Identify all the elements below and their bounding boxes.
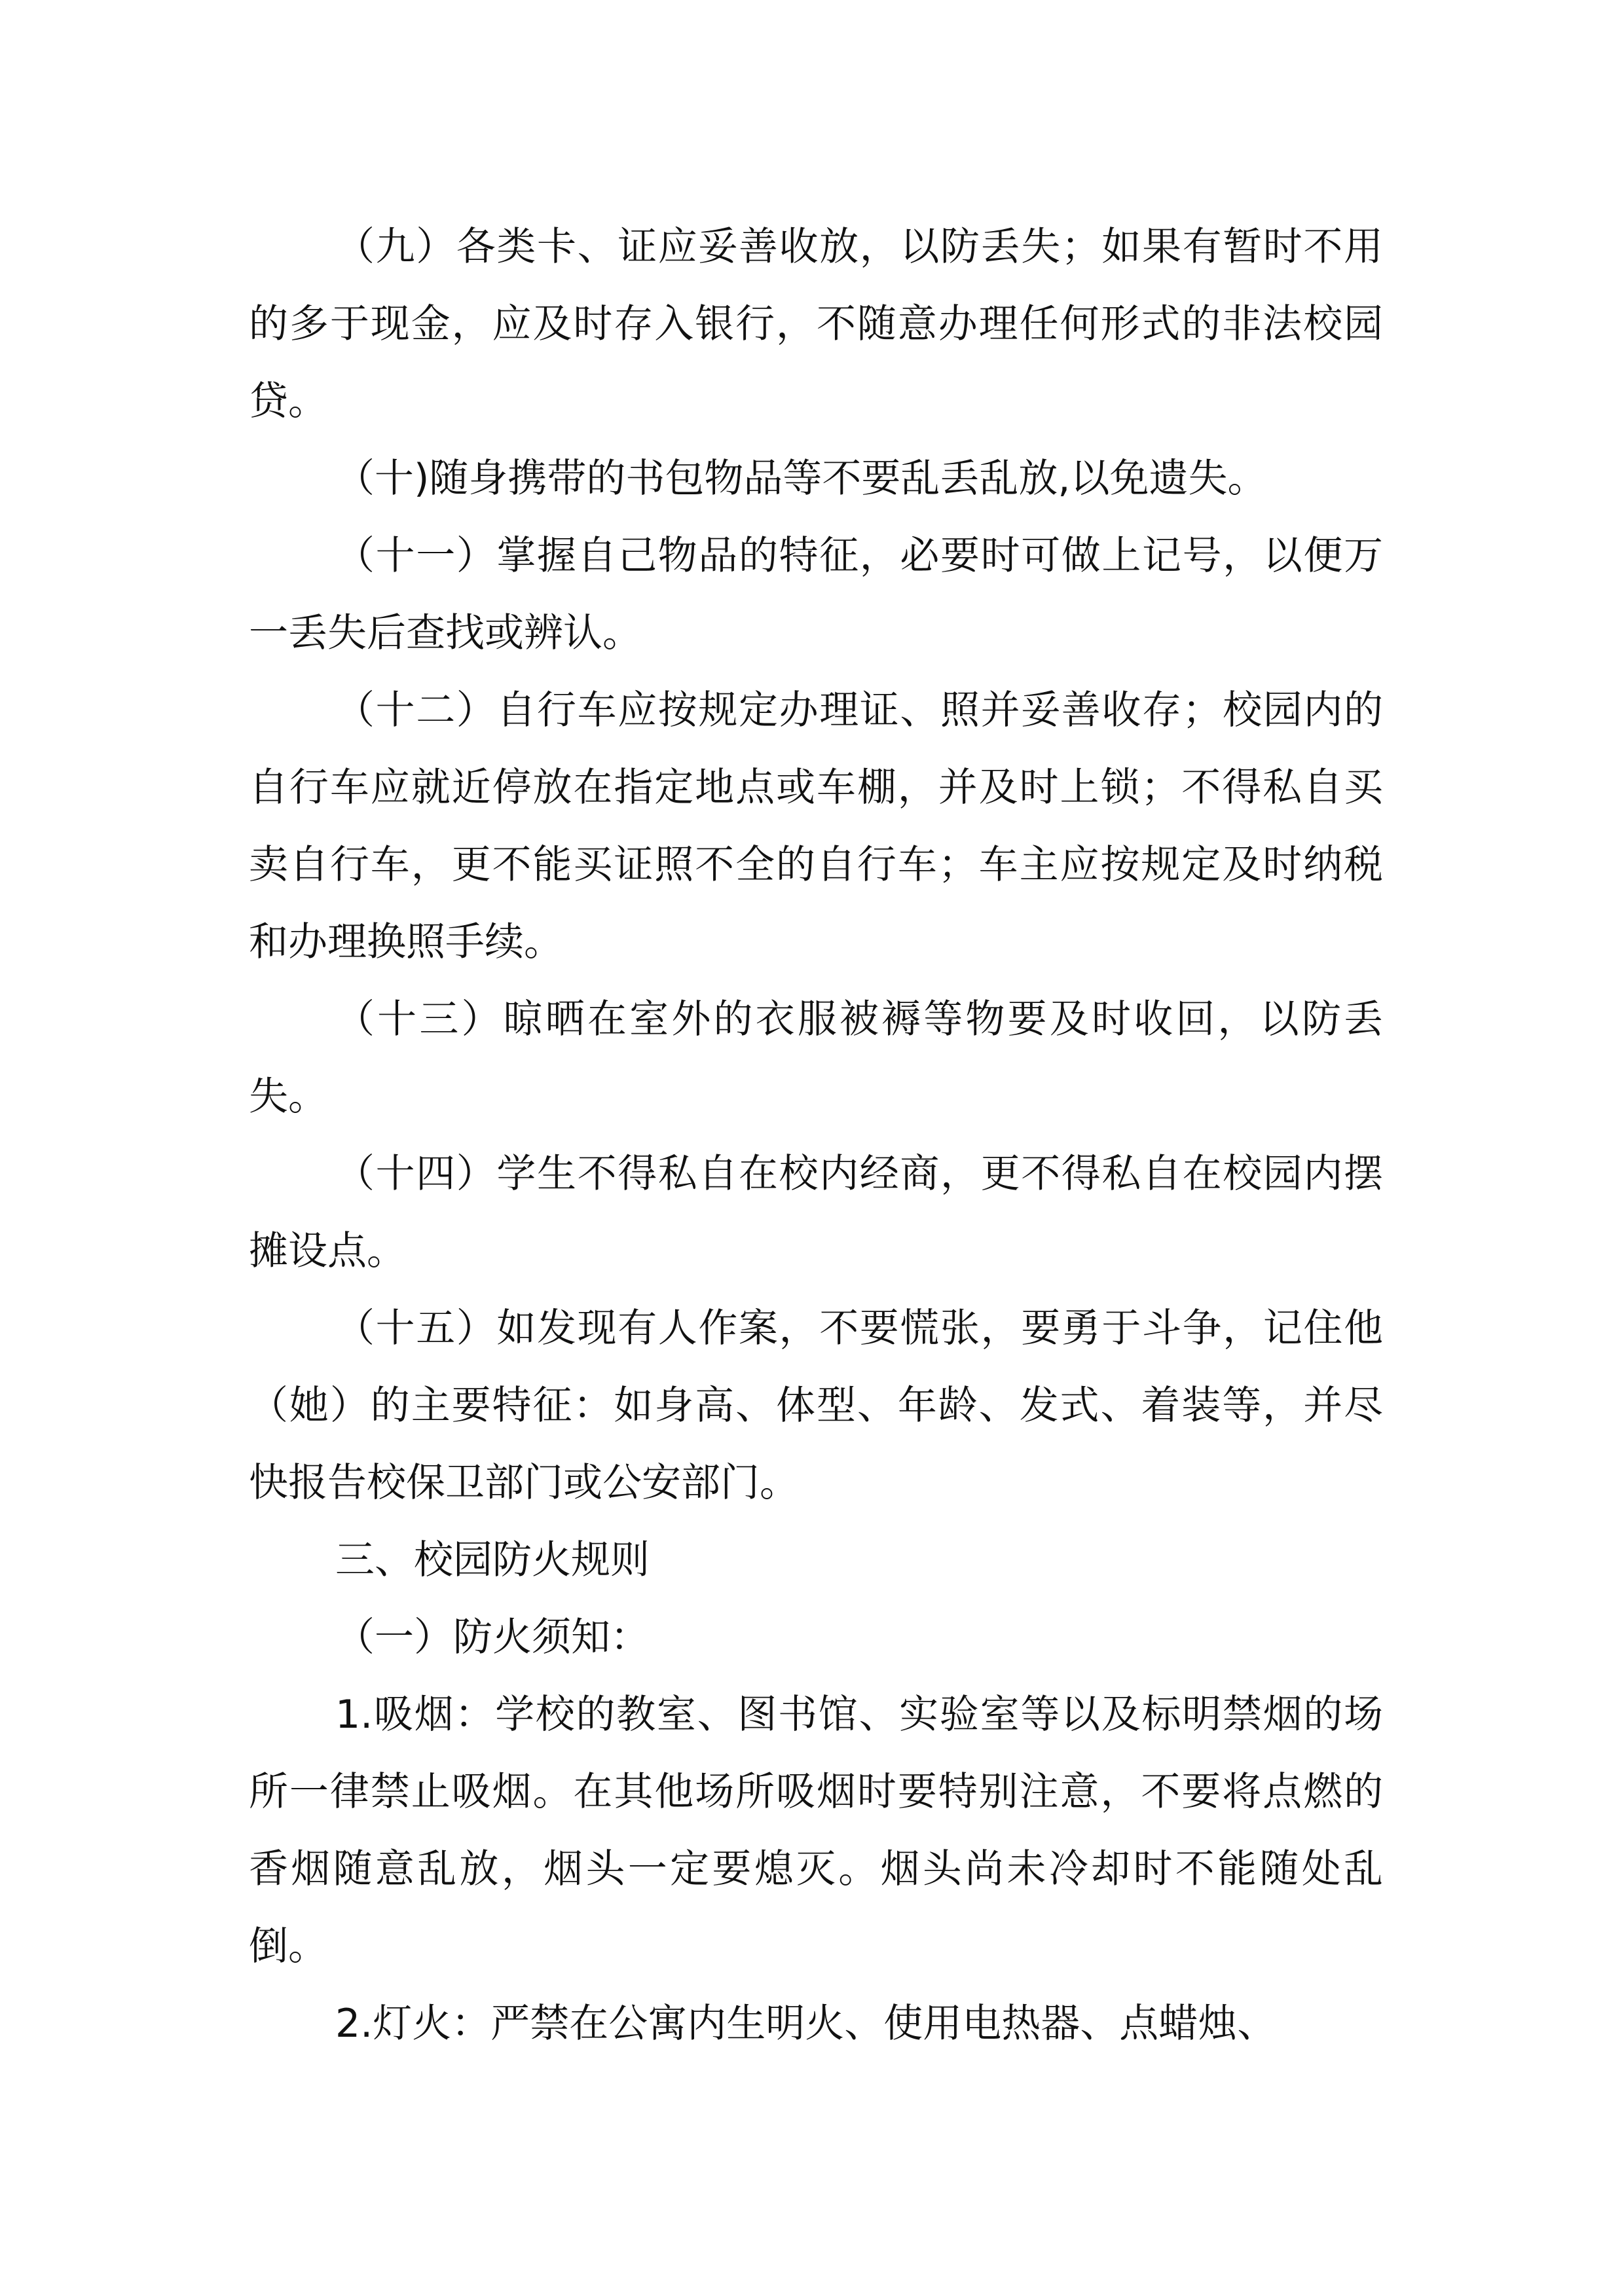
item-smoking: 1.吸烟：学校的教室、图书馆、实验室等以及标明禁烟的场所一律禁止吸烟。在其他场所吸烟时要特别注意，不要将点燃的香烟随意乱放，烟头一定要熄灭。烟头尚未冷却时不能随处乱倒。 xyxy=(249,1692,1383,1969)
subheading-fire-notice: （一）防火须知： xyxy=(335,1614,650,1660)
paragraph-15: （十五）如发现有人作案，不要慌张，要勇于斗争，记住他（她）的主要特征：如身高、体型、年龄、发式、着装等，并尽快报告校保卫部门或公安部门。 xyxy=(249,1305,1383,1506)
paragraph-14: （十四）学生不得私自在校内经商，更不得私自在校园内摆摊设点。 xyxy=(249,1151,1383,1274)
item-lights: 2.灯火：严禁在公寓内生明火、使用电热器、点蜡烛、 xyxy=(335,2001,1277,2047)
paragraph-9: （九）各类卡、证应妥善收放，以防丢失；如果有暂时不用的多于现金，应及时存入银行，不随意办理任何形式的非法校园贷。 xyxy=(249,224,1383,424)
section-heading-fire-rules: 三、校园防火规则 xyxy=(335,1537,650,1583)
paragraph-10: （十)随身携带的书包物品等不要乱丢乱放,以免遗失。 xyxy=(335,456,1267,501)
document-body xyxy=(249,208,1383,2062)
paragraph-12: （十二）自行车应按规定办理证、照并妥善收存；校园内的自行车应就近停放在指定地点或车棚，并及时上锁；不得私自买卖自行车，更不能买证照不全的自行车；车主应按规定及时纳税和办理换照手续。 xyxy=(249,687,1383,965)
paragraph-11: （十一）掌握自己物品的特征，必要时可做上记号，以便万一丢失后查找或辨认。 xyxy=(249,533,1383,656)
paragraph-13: （十三）晾晒在室外的衣服被褥等物要及时收回，以防丢失。 xyxy=(249,996,1383,1120)
